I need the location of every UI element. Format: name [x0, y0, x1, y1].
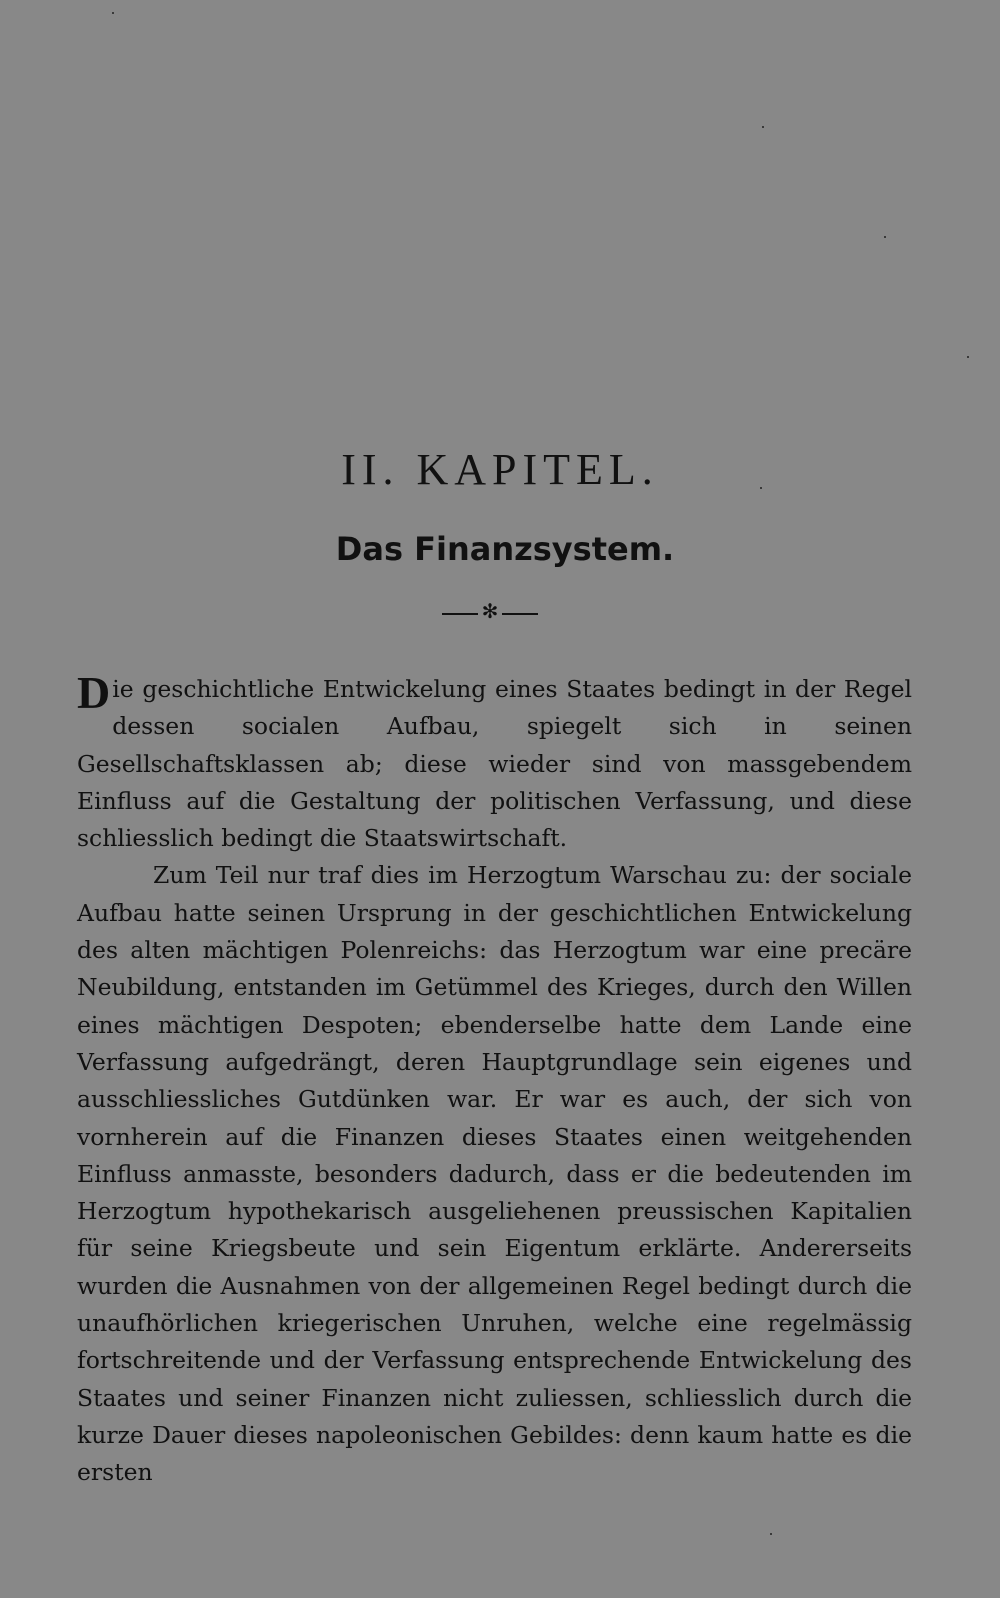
paper-speck	[762, 126, 764, 128]
paper-speck	[967, 356, 969, 358]
paragraph-1-text: ie geschichtliche Entwickelung eines Staates bedingt in der Regel dessen socialen Aufbau, spiegelt sich in seinen Gesellschaftsklassen ab; diese wieder sind von massgebendem Einfluss auf die Gestaltung der politischen Verfassung, und diese schliesslich bedingt die Staatswirtschaft.	[77, 675, 912, 853]
chapter-title: II. KAPITEL.	[341, 445, 659, 494]
body-text	[77, 667, 912, 1492]
paragraph-1	[77, 667, 912, 857]
chapter-subtitle: Das Finanzsystem.	[335, 530, 675, 568]
ornament-line-right	[502, 613, 538, 615]
asterism-icon: ✻	[481, 599, 499, 623]
paragraph-2: Zum Teil nur traf dies im Herzogtum Warschau zu: der sociale Aufbau hatte seinen Ursprung in der geschichtlichen Entwickelung des alten mächtigen Polenreichs: das Herzogtum war eine precäre Neubildung, entstanden im Getümmel des Krieges, durch den Willen eines mächtigen Despoten; ebenderselbe hatte dem Lande eine Verfassung aufgedrängt, deren Hauptgrundlage sein eigenes und ausschliessliches Gutdünken war. Er war es auch, der sich von vornherein auf die Finanzen dieses Staates einen weitgehenden Einfluss anmasste, besonders dadurch, dass er die bedeutenden im Herzogtum hypothekarisch ausgeliehenen preussischen Kapitalien für seine Kriegsbeute und sein Eigentum erklärte. Andererseits wurden die Ausnahmen von der allgemeinen Regel bedingt durch die unaufhörlichen kriegerischen Unruhen, welche eine regelmässig fortschreitende und der Verfassung entsprechende Entwickelung des Staates und seiner Finanzen nicht zuliessen, schliesslich durch die kurze Dauer dieses napoleonischen Gebildes: denn kaum hatte es die ersten	[77, 861, 912, 1487]
ornament-divider	[440, 599, 540, 624]
paper-speck	[884, 236, 886, 238]
paper-speck	[112, 12, 114, 14]
paper-speck	[770, 1533, 772, 1535]
paper-speck	[760, 487, 762, 489]
ornament-line-left	[442, 613, 478, 615]
dropcap-letter: D	[77, 667, 111, 718]
